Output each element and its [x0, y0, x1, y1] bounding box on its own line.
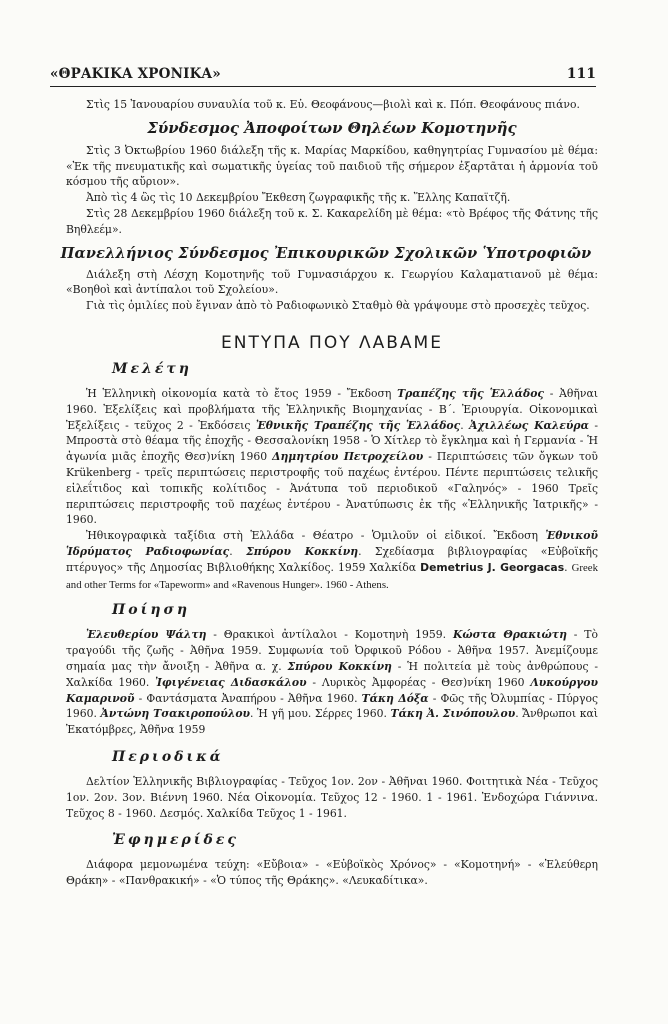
emphasis-text: Κώστα Θρακιώτη	[452, 628, 567, 642]
text-run: - Τὸ τραγούδι τῆς ζωῆς - Ἀθῆνα 1959. Συμφωνία τοῦ Ὀρφικοῦ Ρόδου - Ἀθῆνα 1957. Ἀνεμίζουμε σημαία μας τὴν ἄνοιξη - Ἀθῆνα α. χ.	[66, 628, 599, 673]
text-run: - Ἡ πολιτεία μὲ τοὺς ἀνθρώπους - Χαλκίδα 1960.	[66, 659, 599, 689]
emphasis-text: Ἐθνικοῦ Ἱδρύματος Ραδιοφωνίας	[66, 529, 598, 558]
text-run: - Φῶς τῆς Ὀλυμπίας - Πύργος 1960.	[66, 691, 598, 721]
subheading-meleti: Μελέτη	[112, 360, 192, 377]
emphasis-text: Greek and other Terms for «Tapeworm» and «Ravenous Hunger». 1960 - Athens.	[66, 561, 598, 591]
intro-paragraph: Στὶς 15 Ἰανουαρίου συναυλία τοῦ κ. Εὐ. Θεοφάνους—βιολὶ καὶ κ. Πόπ. Θεοφάνους πιάνο.	[86, 98, 580, 111]
emphasis-text: Ἀχιλλέως Καλεύρα	[469, 418, 589, 432]
emphasis-text: Ἐθνικῆς Τραπέζης τῆς Ἑλλάδος	[255, 418, 461, 432]
subheading-efimerides: Ἐφημερίδες	[112, 832, 239, 849]
emphasis-text: Σπύρου Κοκκίνη	[246, 544, 359, 558]
periodika-paragraph: Δελτίον Ἑλληνικῆς Βιβλιογραφίας - Τεῦχος 1ον. 2ον - Ἀθῆναι 1960. Φοιτητικὰ Νέα - Τεῦχος 1ον. 2ον. 3ον. Βιέννη 1960. Νέα Οἰκονομία. Τεῦχος 12 - 1960. 1 - 1961. Ἐνδοχώρα Γιάννινα. Τεῦχος 8 - 1960. Δεσμός. Χαλκίδα Τεῦχος 1 - 1961.	[66, 774, 598, 820]
text-run: .	[229, 544, 247, 558]
text-run: Ἠθικογραφικὰ ταξίδια στὴ Ἑλλάδα - Θέατρο - Ὁμιλοῦν οἱ εἰδικοί. Ἔκδοση	[86, 529, 546, 543]
running-header	[50, 66, 596, 84]
subheading-periodika: Περιοδικά	[112, 748, 224, 765]
header-rule	[50, 86, 596, 87]
emphasis-text: Τάκη Ἀ. Σινόπουλου	[390, 707, 516, 721]
poiisi-paragraph	[66, 627, 598, 738]
section-heading-scholarships: Πανελλήνιος Σύνδεσμος Ἐπικουρικῶν Σχολικῶν Ὑποτροφιῶν	[60, 244, 592, 262]
text-run: Ἡ Ἑλληνικὴ οἰκονομία κατὰ τὸ ἔτος 1959 - Ἔκδοση	[86, 386, 398, 400]
text-run: - Ἀθῆναι 1960. Ἐξελίξεις καὶ προβλήματα τῆς Ἑλληνικῆς Βιομηχανίας - Β΄. Ἐριουργία. Οἰκονομικαὶ Ἐξελίξεις - τεῦχος 2 - Ἐκδόσεις	[66, 386, 598, 432]
text-run: . Ἄνθρωποι καὶ Ἐκατόμβρες, Ἀθῆνα 1959	[66, 707, 599, 737]
main-title: ΕΝΤΥΠΑ ΠΟΥ ΛΑΒΑΜΕ	[221, 332, 443, 353]
text-run: .	[564, 560, 572, 574]
section1-paragraph-1: Στὶς 3 Ὀκτωβρίου 1960 διάλεξη τῆς κ. Μαρίας Μαρκίδου, καθηγητρίας Γυμνασίου μὲ θέμα: «Ἐκ τῆς πνευματικῆς καὶ σωματικῆς ὑγείας τοῦ παιδιοῦ τῆς σήμερον ἐξαρτᾶται ἡ ἁρμονία τοῦ κόσμου τῆς αὔριον».	[66, 143, 598, 189]
meleti-paragraph-2	[66, 528, 598, 593]
meleti-paragraph-1	[66, 386, 598, 528]
page-number: 111	[566, 66, 596, 82]
section-heading-alumni: Σύνδεσμος Ἀποφοίτων Θηλέων Κομοτηνῆς	[147, 118, 517, 137]
efimerides-paragraph: Διάφορα μεμονωμένα τεύχη: «Εὔβοια» - «Εὐβοϊκὸς Χρόνος» - «Κομοτηνή» - «Ἐλεύθερη Θράκη» - «Πανθρακική» - «Ὁ τύπος τῆς Θράκης». «Λευκαδίτικα».	[66, 858, 598, 888]
text-run: - Περιπτώσεις τῶν ὄγκων τοῦ Krükenberg - τρεῖς περιπτώσεις περιστροφῆς τοῦ παχέως ἐντέρου. Πέντε περιπτώσεις τελικῆς εἰλεΐτιδος καὶ τοπικῆς κολίτιδος - Ἀνάτυπα τοῦ περιοδικοῦ «Γαληνός» - 1960 Τρεῖς περιπτώσεις περιστροφῆς τοῦ παχέως ἐντέρου - Ἀνατύπωσις ἐκ τῆς «Ἑλληνικῆς Ἰατρικῆς» - 1960.	[66, 450, 598, 527]
emphasis-text: Ἀντώνη Τσακιροπούλου	[100, 707, 251, 721]
subheading-poiisi: Ποίηση	[112, 602, 191, 619]
journal-title: «ΘΡΑΚΙΚΑ ΧΡΟΝΙΚΑ»	[50, 66, 221, 82]
text-run: .	[460, 418, 470, 432]
text-run: - Θρακικοὶ ἀντίλαλοι - Κομοτηνὴ 1959.	[206, 628, 453, 642]
section2-paragraph-1: Διάλεξη στὴ Λέσχη Κομοτηνῆς τοῦ Γυμνασιάρχου κ. Γεωργίου Καλαματιανοῦ μὲ θέμα: «Βοηθοὶ καὶ ἀντίπαλοι τοῦ Σχολείου».	[66, 267, 598, 297]
page-body	[60, 97, 599, 889]
emphasis-text: Ἰφιγένειας Διδασκάλου	[155, 675, 307, 689]
text-run: . Σχεδίασμα βιβλιογραφίας «Εὐβοϊκῆς πτέρυγος» τῆς Δημοσίας Βιβλιοθήκης Χαλκίδος. 1959 Χαλκίδα	[66, 544, 598, 574]
emphasis-text: Demetrius J. Georgacas	[420, 560, 565, 574]
text-run: - Φαντάσματα Ἀναπήρου - Ἀθῆνα 1960.	[134, 691, 362, 705]
emphasis-text: Λυκούργου Καμαρινοῦ	[66, 675, 598, 705]
text-run: . Ἡ γῆ μου. Σέρρες 1960.	[250, 707, 391, 721]
emphasis-text: Ἐλευθερίου Ψάλτη	[86, 628, 207, 642]
emphasis-text: Δημητρίου Πετροχείλου	[272, 450, 424, 464]
section2-paragraph-2: Γιὰ τὶς ὁμιλίες ποὺ ἔγιναν ἀπὸ τὸ Ραδιοφωνικὸ Σταθμὸ θὰ γράψουμε στὸ προσεχὲς τεῦχος.	[86, 299, 590, 313]
text-run: - Λυρικὸς Ἀμφορέας - Θεσ)νίκη 1960	[306, 675, 531, 689]
emphasis-text: Τάκη Δόξα	[361, 691, 429, 705]
section1-paragraph-2: Ἀπὸ τὶς 4 ὣς τὶς 10 Δεκεμβρίου Ἔκθεση ζωγραφικῆς τῆς κ. Ἕλλης Καπαϊτζῆ.	[86, 191, 511, 205]
emphasis-text: Σπύρου Κοκκίνη	[287, 659, 392, 673]
text-run: - Μπροστὰ στὸ θέαμα τῆς ἐποχῆς - Θεσσαλονίκη 1958 - Ὁ Χίτλερ τὸ ἔγκλημα καὶ ἡ Γερμανία - Ἡ ἀγωνία μιᾶς ἐποχῆς Θεσ)νίκη 1960	[66, 418, 599, 464]
emphasis-text: Τραπέζης τῆς Ἑλλάδος	[397, 386, 544, 400]
section1-paragraph-3: Στὶς 28 Δεκεμβρίου 1960 διάλεξη τοῦ κ. Σ. Κακαρελίδη μὲ θέμα: «τὸ Βρέφος τῆς Φάτνης τῆς Βηθλεέμ».	[66, 206, 598, 236]
